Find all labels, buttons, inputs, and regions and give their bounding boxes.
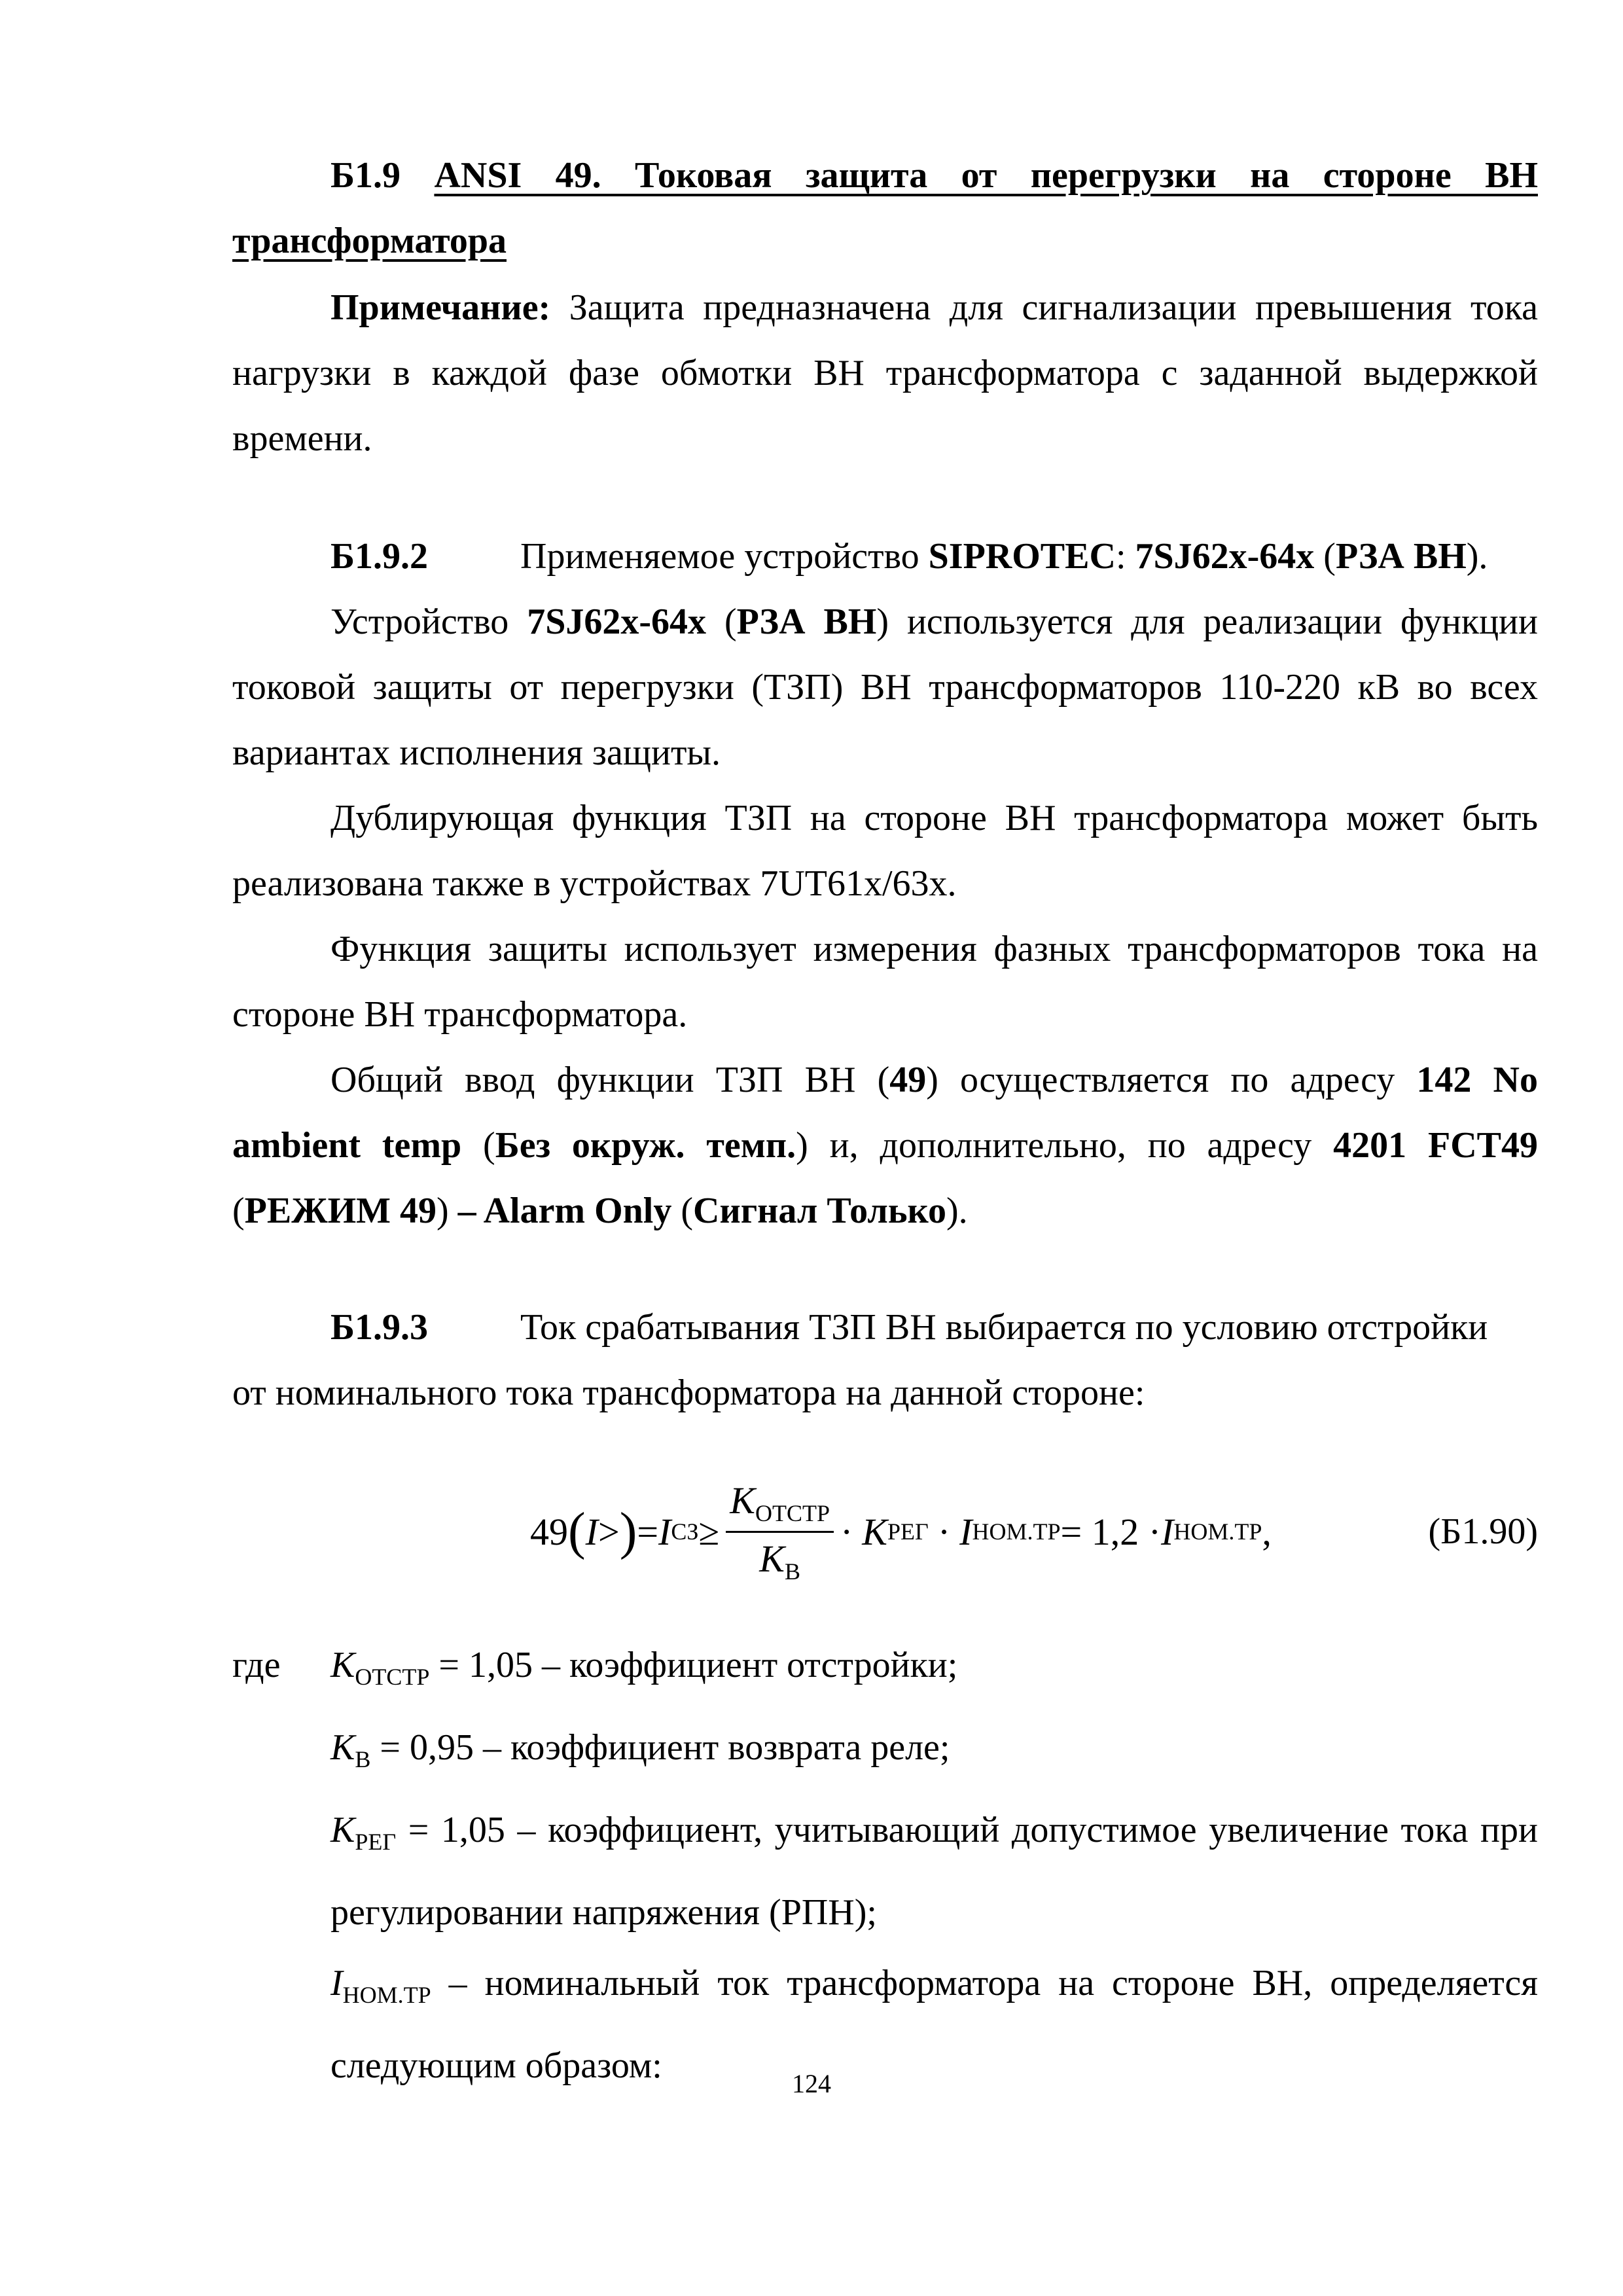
definition-k-v: $K_В = 0,95$ – коэффициент возврата реле;	[330, 1727, 950, 1772]
subsection-first-line: Ток срабатывания ТЗП ВН выбирается по условию отстройки	[520, 1307, 1488, 1348]
paragraph-device-usage: Устройство 7SJ62x-64x (РЗА ВН) используется для реализации функции токовой защиты от перегрузки (ТЗП) ВН трансформаторов 110-220 кВ во всех вариантах исполнения защиты.	[232, 601, 1538, 773]
definition-k-reg: $K_{РЕГ} = 1,05$ – коэффициент, учитывающий допустимое увеличение тока при регулировании напряжения (РПН);	[330, 1810, 1538, 1933]
note-paragraph	[232, 275, 1538, 471]
subsection-1-9-3	[232, 1295, 1538, 1426]
paragraph-duplicate-function: Дублирующая функция ТЗП на стороне ВН трансформатора может быть реализована также в устройствах 7UT61x/63x.	[232, 798, 1538, 904]
section-heading	[232, 143, 1538, 274]
variable-definitions	[232, 1630, 1538, 2101]
device-family: SIPROTEC	[928, 536, 1116, 577]
subsection-number: Б1.9.3	[330, 1307, 429, 1348]
subsection-continuation: от номинального тока трансформатора на данной стороне:	[232, 1372, 1145, 1413]
subsection-number: Б1.9.2	[330, 536, 429, 577]
note-label: Примечание:	[330, 287, 551, 328]
formula-number: (Б1.90)	[1428, 1511, 1538, 1552]
paragraph-general-input: Общий ввод функции ТЗП ВН (49) осуществляется по адресу 142 No ambient temp (Без окруж. темп.) и, дополнительно, по адресу 4201 FCT49 (РЕЖИМ 49) – Alarm Only (Сигнал Только).	[232, 1060, 1539, 1231]
formula-expression: 49 ( I > ) = I СЗ ≥ $\frac{K_{ОТСТР}}{K_В}$ · K РЕГ · I НОМ.ТР = 1,2 · I НОМ.ТР ,	[530, 1479, 1272, 1585]
where-word: где	[232, 1645, 281, 1685]
heading-title-line1: ANSI 49. Токовая защита от перегрузки на стороне ВН	[434, 155, 1538, 196]
device-model: 7SJ62x-64x	[1135, 536, 1315, 577]
formula-fraction: $\frac{K_{ОТСТР}}{K_В}$	[726, 1479, 834, 1585]
note-text: Защита предназначена для сигнализации превышения тока нагрузки в каждой фазе обмотки ВН трансформатора с заданной выдержкой времени.	[232, 287, 1538, 459]
subsection-1-9-2: Б1.9.2 Применяемое устройство SIPROTEC: 7SJ62x-64x (РЗА ВН). Устройство 7SJ62x-64x (РЗА ВН) используется для реализации функции токовой защиты от перегрузки (ТЗП) ВН трансформаторов 110-220 кВ во всех вариантах исполнения защиты. Дублирующая функция ТЗП на стороне ВН трансформатора может быть реализована также в устройствах 7UT61x/63x. Функция защиты использует измерения фазных трансформаторов тока на стороне ВН трансформатора. Общий ввод функции ТЗП ВН (49) осуществляется по адресу 142 No ambient temp (Без окруж. темп.) и, дополнительно, по адресу 4201 FCT49 (РЕЖИМ 49) – Alarm Only (Сигнал Только).	[232, 524, 1538, 1244]
subsection-lead: Применяемое устройство	[520, 536, 929, 577]
page-number: 124	[792, 2069, 831, 2098]
heading-title-line2: трансформатора	[232, 221, 507, 261]
device-set: РЗА ВН	[1335, 536, 1467, 577]
formula-b1-90	[232, 1460, 1538, 1604]
paragraph-measurements: Функция защиты использует измерения фазных трансформаторов тока на стороне ВН трансформатора.	[232, 929, 1538, 1035]
definition-k-otstr: где $K_{ОТСТР} = 1,05$ – коэффициент отстройки;	[232, 1630, 1538, 1712]
definition-i-nom: $I_{НОМ.ТР}$ – номинальный ток трансформатора на стороне ВН, определяется следующим образом:	[330, 1963, 1538, 2086]
heading-number: Б1.9	[330, 155, 401, 196]
